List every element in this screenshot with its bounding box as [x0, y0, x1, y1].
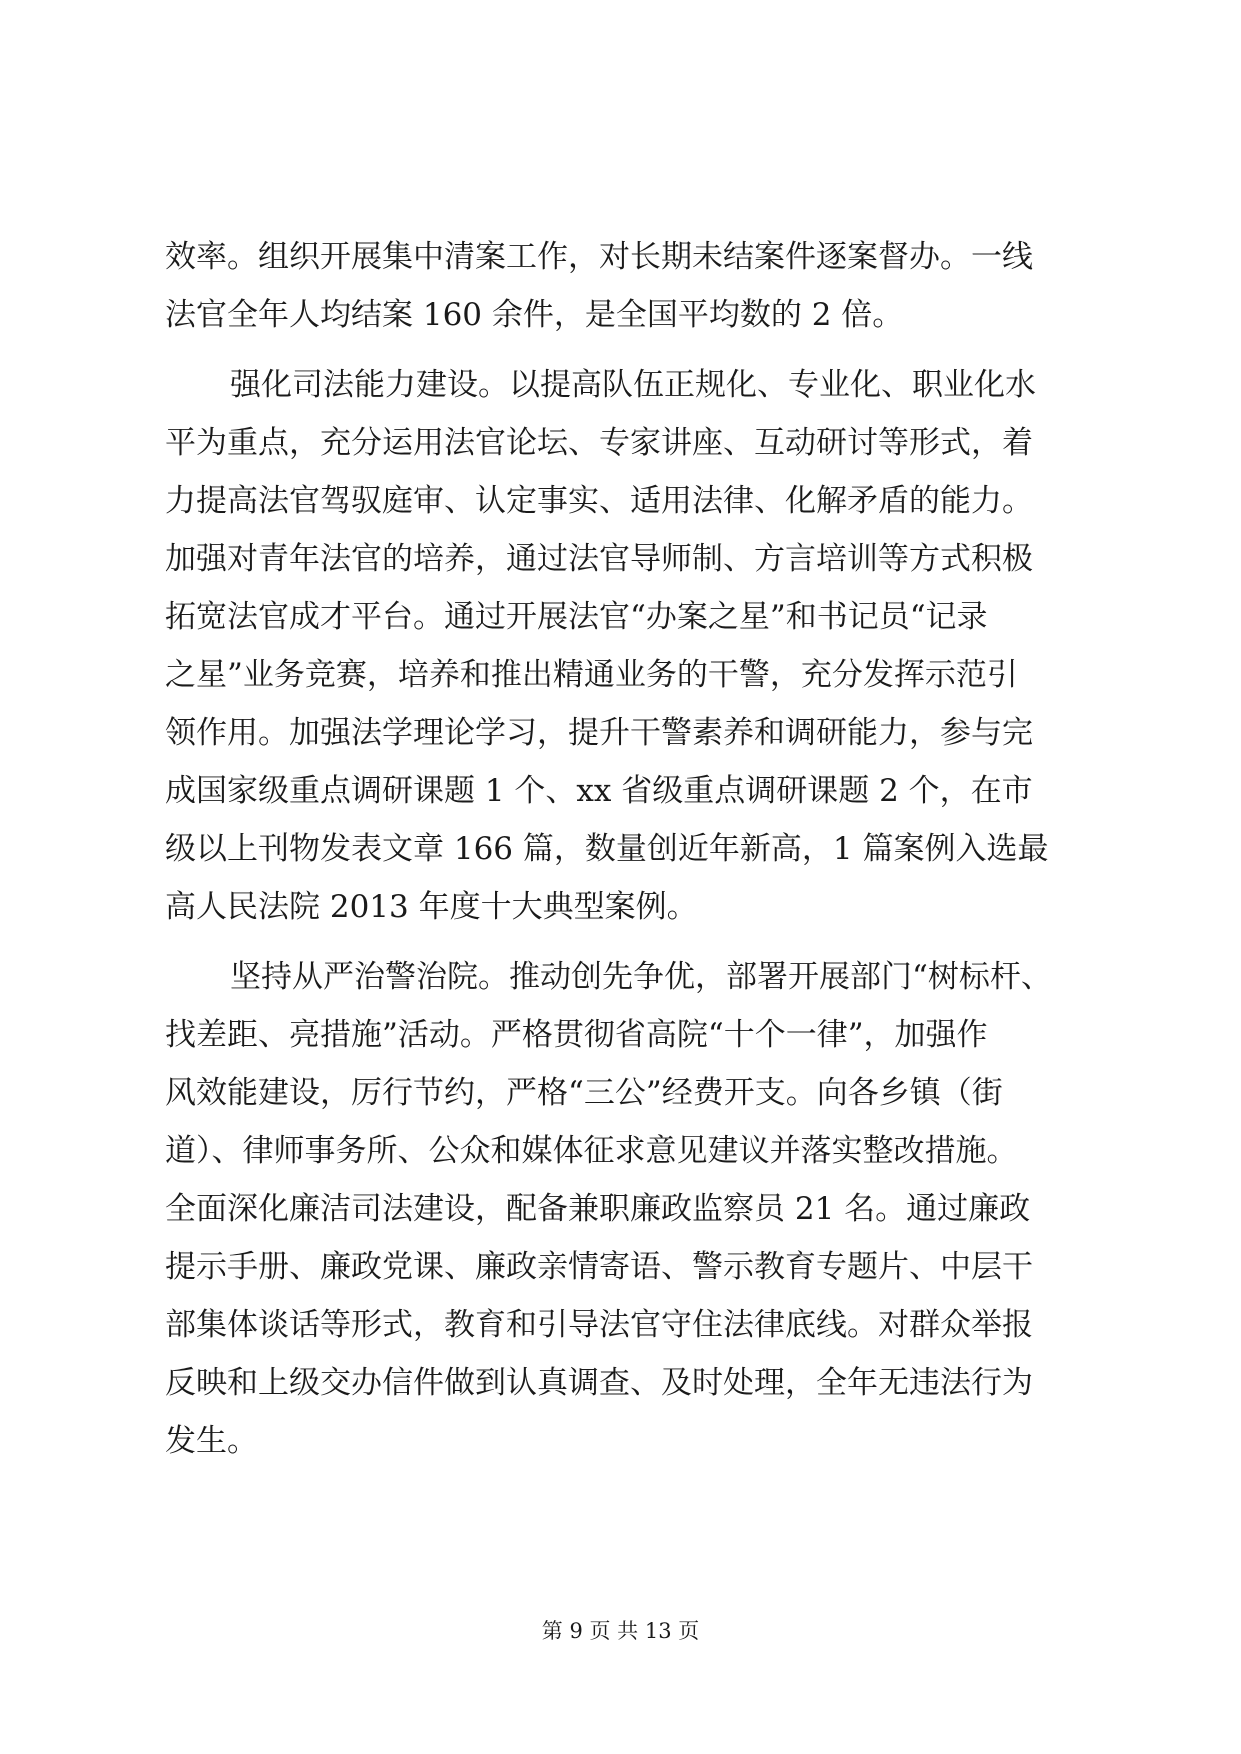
- text-line: 高人民法院 2013 年度十大典型案例。: [165, 889, 698, 925]
- text-line: 平为重点，充分运用法官论坛、专家讲座、互动研讨等形式，着: [165, 425, 1033, 461]
- page-number-label: 第 9 页 共 13 页: [541, 1619, 700, 1643]
- text-line: 效率。组织开展集中清案工作，对长期未结案件逐案督办。一线: [165, 239, 1033, 275]
- text-line: 成国家级重点调研课题 1 个、xx 省级重点调研课题 2 个，在市: [165, 773, 1033, 809]
- paragraph: [165, 948, 1085, 1470]
- page-footer: [0, 1616, 1241, 1646]
- text-line: 强化司法能力建设。以提高队伍正规化、专业化、职业化水: [230, 367, 1036, 403]
- text-line: 坚持从严治警治院。推动创先争优，部署开展部门“树标杆、: [230, 959, 1052, 995]
- text-line: 部集体谈话等形式，教育和引导法官守住法律底线。对群众举报: [165, 1307, 1033, 1343]
- text-line: 拓宽法官成才平台。通过开展法官“办案之星”和书记员“记录: [165, 599, 988, 635]
- text-line: 加强对青年法官的培养，通过法官导师制、方言培训等方式积极: [165, 541, 1033, 577]
- text-line: 力提高法官驾驭庭审、认定事实、适用法律、化解矛盾的能力。: [165, 483, 1033, 519]
- paragraph: [165, 228, 1085, 344]
- text-line: 之星”业务竞赛，培养和推出精通业务的干警，充分发挥示范引: [165, 657, 1018, 693]
- text-line: 发生。: [165, 1423, 258, 1459]
- text-line: 级以上刊物发表文章 166 篇，数量创近年新高，1 篇案例入选最: [165, 831, 1049, 867]
- text-line: 道）、律师事务所、公众和媒体征求意见建议并落实整改措施。: [165, 1133, 1018, 1169]
- text-line: 领作用。加强法学理论学习，提升干警素养和调研能力，参与完: [165, 715, 1033, 751]
- text-line: 提示手册、廉政党课、廉政亲情寄语、警示教育专题片、中层干: [165, 1249, 1033, 1285]
- text-line: 风效能建设，厉行节约，严格“三公”经费开支。向各乡镇（街: [165, 1075, 1003, 1111]
- text-line: 法官全年人均结案 160 余件，是全国平均数的 2 倍。: [165, 297, 904, 333]
- text-line: 全面深化廉洁司法建设，配备兼职廉政监察员 21 名。通过廉政: [165, 1191, 1031, 1227]
- body-text: [165, 228, 1085, 1470]
- text-line: 找差距、亮措施”活动。严格贯彻省高院“十个一律”，加强作: [165, 1017, 988, 1053]
- paragraph: [165, 356, 1085, 936]
- text-line: 反映和上级交办信件做到认真调查、及时处理，全年无违法行为: [165, 1365, 1033, 1401]
